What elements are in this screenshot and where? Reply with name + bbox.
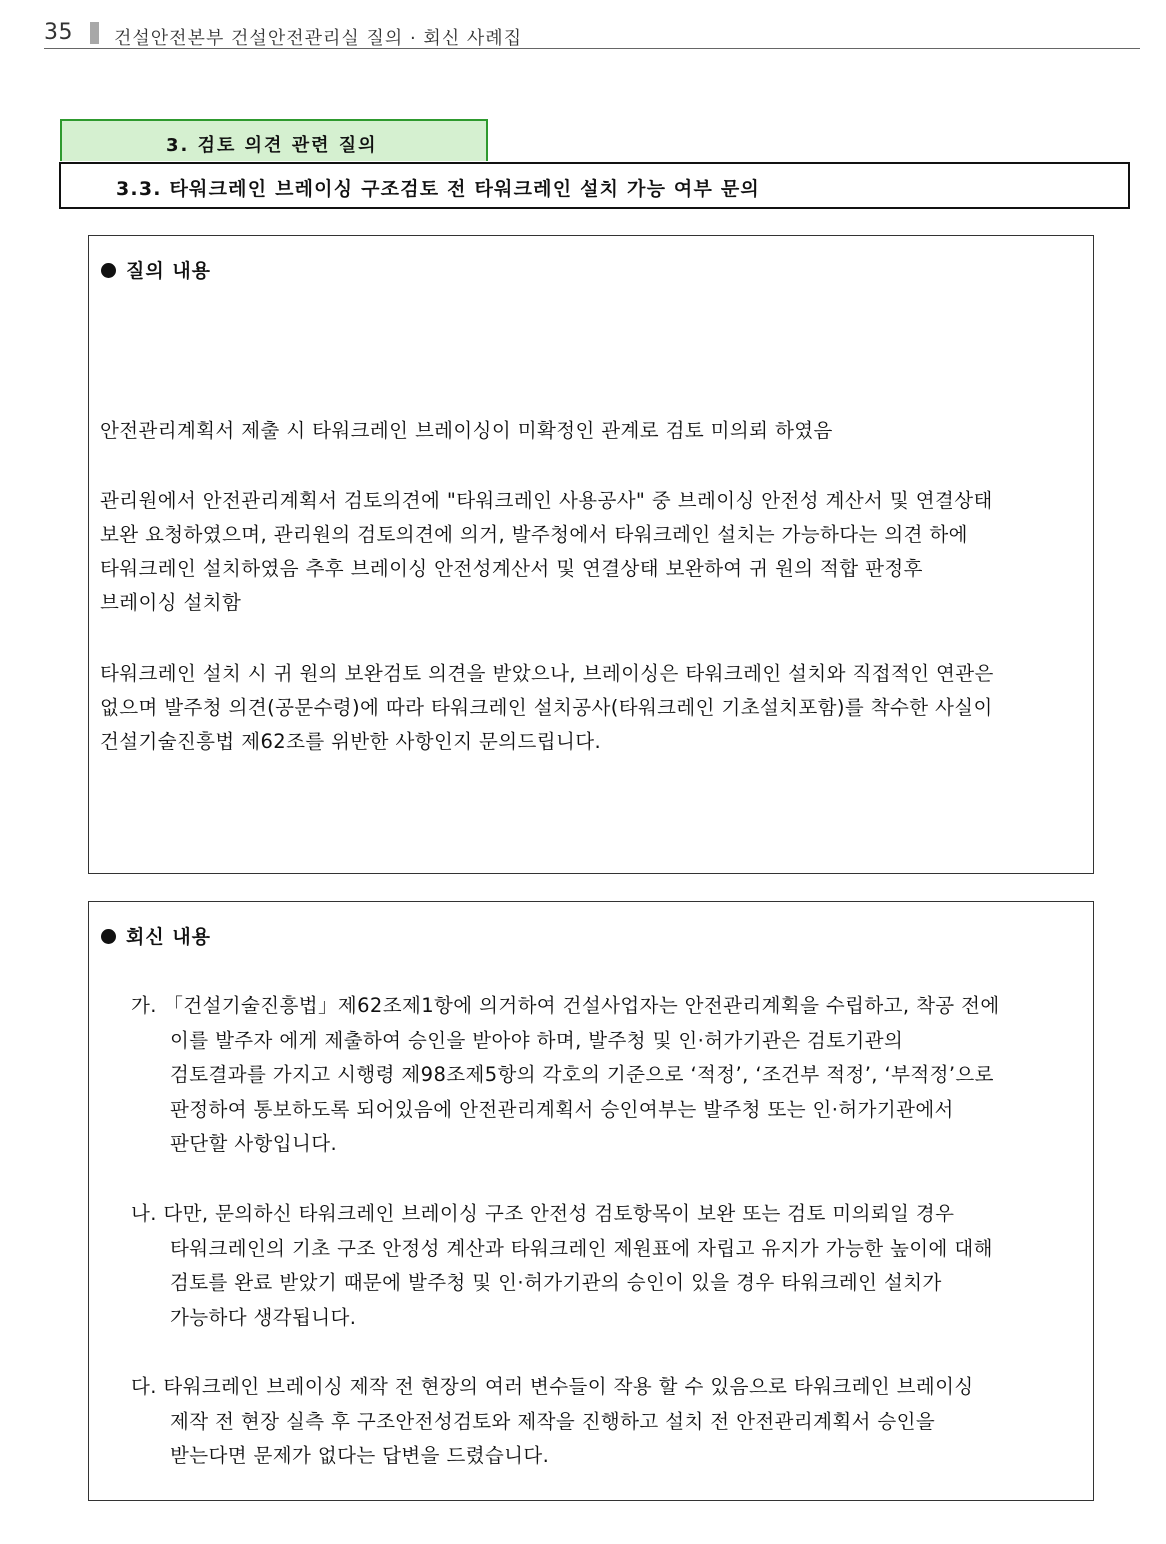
- query-box: [88, 235, 1094, 874]
- text-line: 나. 다만, 문의하신 타워크레인 브레이싱 구조 안전성 검토항목이 보완 또는 검토 미의뢰일 경우: [131, 1202, 955, 1225]
- reply-heading: [101, 922, 211, 949]
- section-title: 3. 검토 의견 관련 질의: [166, 135, 378, 156]
- query-heading-label: 질의 내용: [126, 260, 212, 282]
- text-line: 검토를 완료 받았기 때문에 발주청 및 인·허가기관의 승인이 있을 경우 타워크레인 설치가: [170, 1271, 942, 1294]
- header-divider-bar: [90, 22, 99, 44]
- text-line: 타워크레인 설치하였음 추후 브레이싱 안전성계산서 및 연결상태 보완하여 귀 원의 적합 판정후: [100, 557, 923, 580]
- query-heading: [101, 256, 211, 283]
- text-line: 관리원에서 안전관리계획서 검토의견에 "타워크레인 사용공사" 중 브레이싱 안전성 계산서 및 연결상태: [100, 489, 993, 512]
- text-line: 건설기술진흥법 제62조를 위반한 사항인지 문의드립니다.: [100, 730, 602, 753]
- page-header: [44, 18, 1140, 49]
- query-paragraph-1: [100, 414, 1090, 448]
- bullet-icon: [101, 263, 116, 278]
- reply-heading-label: 회신 내용: [126, 926, 212, 948]
- header-title: 건설안전본부 건설안전관리실 질의 · 회신 사례집: [114, 28, 523, 49]
- text-line: 다. 타워크레인 브레이싱 제작 전 현장의 여러 변수들이 작용 할 수 있음으로 타워크레인 브레이싱: [131, 1375, 974, 1398]
- reply-item-na: [131, 1197, 1081, 1335]
- subsection-title: 3.3. 타워크레인 브레이싱 구조검토 전 타워크레인 설치 가능 여부 문의: [116, 178, 760, 200]
- text-line: 브레이싱 설치함: [100, 591, 242, 614]
- text-line: 이를 발주자 에게 제출하여 승인을 받아야 하며, 발주청 및 인·허가기관은 검토기관의: [170, 1028, 904, 1052]
- query-paragraph-3: [100, 657, 1090, 759]
- text-line: 받는다면 문제가 없다는 답변을 드렸습니다.: [170, 1444, 550, 1467]
- text-line: 제작 전 현장 실측 후 구조안전성검토와 제작을 진행하고 설치 전 안전관리계획서 승인을: [170, 1409, 936, 1433]
- reply-box: [88, 901, 1094, 1501]
- text-line: 가능하다 생각됩니다.: [170, 1305, 357, 1329]
- text-line: 타워크레인의 기초 구조 안정성 계산과 타워크레인 제원표에 자립고 유지가 가능한 높이에 대해: [170, 1236, 993, 1260]
- page-number: 35: [44, 20, 73, 45]
- subsection-title-box: [59, 162, 1130, 209]
- bullet-icon: [101, 929, 116, 944]
- text-line: 판정하여 통보하도록 되어있음에 안전관리계획서 승인여부는 발주청 또는 인·허가기관에서: [170, 1097, 954, 1121]
- text-line: 가. 「건설기술진흥법」제62조제1항에 의거하여 건설사업자는 안전관리계획을 수립하고, 착공 전에: [131, 994, 1000, 1017]
- text-line: 없으며 발주청 의견(공문수령)에 따라 타워크레인 설치공사(타워크레인 기초설치포함)를 착수한 사실이: [100, 696, 993, 719]
- reply-item-ga: [131, 989, 1081, 1162]
- section-title-tab: [60, 119, 488, 161]
- reply-item-da: [131, 1370, 1081, 1474]
- text-line: 판단할 사항입니다.: [170, 1132, 338, 1155]
- text-line: 보완 요청하였으며, 관리원의 검토의견에 의거, 발주청에서 타워크레인 설치는 가능하다는 의견 하에: [100, 523, 968, 546]
- query-paragraph-2: [100, 484, 1090, 620]
- text-line: 타워크레인 설치 시 귀 원의 보완검토 의견을 받았으나, 브레이싱은 타워크레인 설치와 직접적인 연관은: [100, 662, 994, 685]
- text-line: 안전관리계획서 제출 시 타워크레인 브레이싱이 미확정인 관계로 검토 미의뢰 하였음: [100, 419, 833, 442]
- text-line: 검토결과를 가지고 시행령 제98조제5항의 각호의 기준으로 ‘적정’, ‘조건부 적정’, ‘부적정’으로: [170, 1063, 994, 1086]
